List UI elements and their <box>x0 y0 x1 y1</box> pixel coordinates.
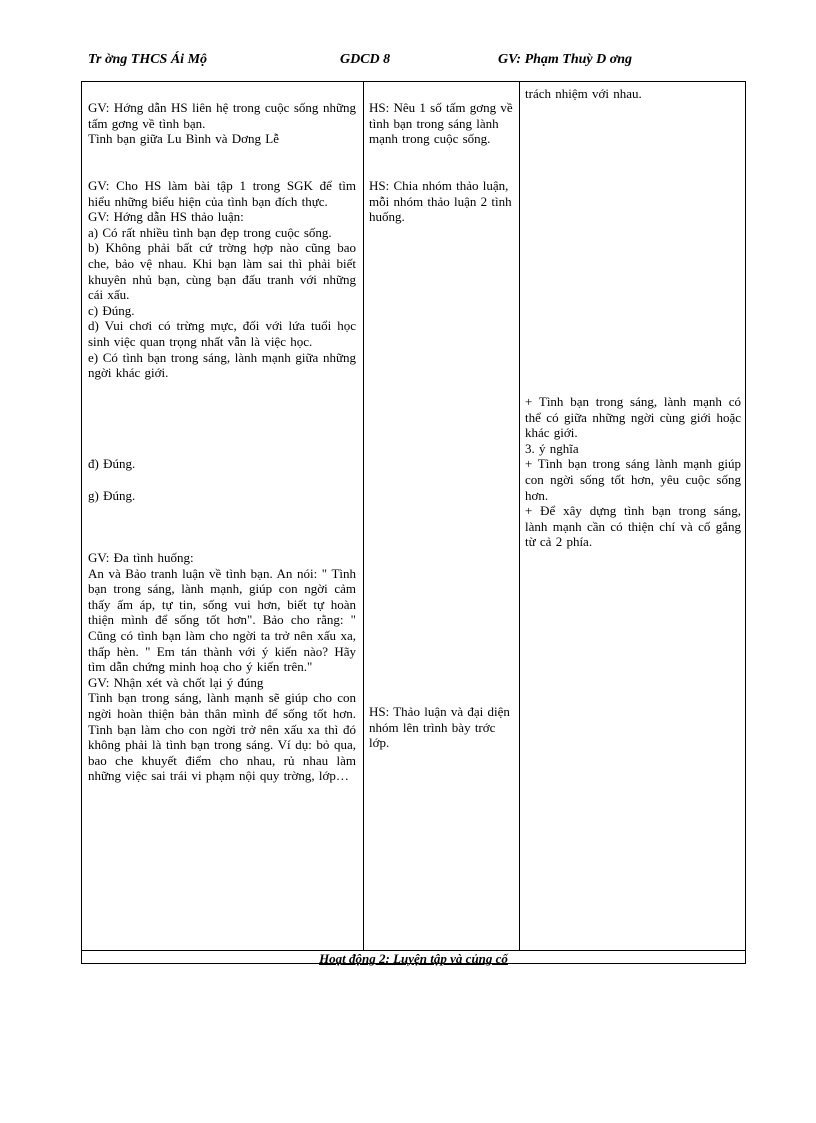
activity-heading: Hoạt động 2: Luyện tập và củng cố <box>319 951 508 966</box>
lesson-table <box>81 81 746 964</box>
teacher-activity-1: GV: Hớng dẫn HS liên hệ trong cuộc sống những tấm gơng về tình bạn. Tình bạn giữa Lu Bình và Dơng Lễ <box>88 100 356 147</box>
teacher-activity-4: g) Đúng. <box>88 488 136 503</box>
student-activity-2: HS: Chia nhóm thảo luận, mỗi nhóm thảo luận 2 tình huống. <box>369 178 512 225</box>
page-header <box>0 52 816 72</box>
school-name: Tr ờng THCS Ái Mộ <box>88 52 208 67</box>
lesson-content-1: trách nhiệm với nhau. <box>525 86 642 101</box>
column-divider <box>363 82 364 950</box>
column-divider <box>519 82 520 950</box>
teacher-activity-5: GV: Đa tình huống: An và Bảo tranh luận về tình bạn. An nói: " Tình bạn trong sáng, lành mạnh, giúp con ngời cảm thấy ấm áp, tự tin, sống vui hơn, biết tự hoàn thiện mình để sống tốt hơn". Bảo cho rằng: " Cũng có tình bạn làm cho ngời ta trở nên xấu xa, thấp hèn. " Em tán thành với ý kiến nào? Hãy tìm dẫn chứng minh hoạ cho ý kiến trên." GV: Nhận xét và chốt lại ý đúng Tình bạn trong sáng, lành mạnh sẽ giúp cho con ngời hoàn thiện bản thân mình để sống tốt hơn. Tình bạn làm cho con ngời trở nên xấu xa thì đó không phải là tình bạn trong sáng. Ví dụ: bỏ qua, bao che khuyết điểm cho nhau, rủ nhau làm những việc sai trái vi phạm nội quy trờng, lớp… <box>88 550 356 784</box>
student-activity-3: HS: Thảo luận và đại diện nhóm lên trình bày trớc lớp. <box>369 704 510 751</box>
lesson-content-2: + Tình bạn trong sáng, lành mạnh có thể có giữa những ngời cùng giới hoặc khác giới. 3. ý nghĩa + Tình bạn trong sáng lành mạnh giúp con ngời sống tốt hơn, yêu cuộc sống hơn. + Để xây dựng tình bạn trong sáng, lành mạnh cần có thiện chí và cố gắng từ cả 2 phía. <box>525 394 741 550</box>
teacher-activity-2: GV: Cho HS làm bài tập 1 trong SGK để tìm hiểu những biểu hiện của tình bạn đích thực. GV: Hớng dẫn HS thảo luận: a) Có rất nhiều tình bạn đẹp trong cuộc sống. b) Không phải bất cứ trờng hợp nào cũng bao che, bảo vệ nhau. Khi bạn làm sai thì phải biết khuyên nhủ bạn, cùng bạn đấu tranh với những cái xấu. c) Đúng. d) Vui chơi có trừng mực, đối với lứa tuổi học sinh việc quan trọng nhất vẫn là việc học. e) Có tình bạn trong sáng, lành mạnh giữa những ngời khác giới. <box>88 178 356 381</box>
student-activity-1: HS: Nêu 1 số tấm gơng về tình bạn trong sáng lành mạnh trong cuộc sống. <box>369 100 513 147</box>
teacher-activity-3: đ) Đúng. <box>88 456 136 471</box>
teacher-name: GV: Phạm Thuỳ D ơng <box>498 52 633 67</box>
subject-name: GDCD 8 <box>340 52 391 67</box>
